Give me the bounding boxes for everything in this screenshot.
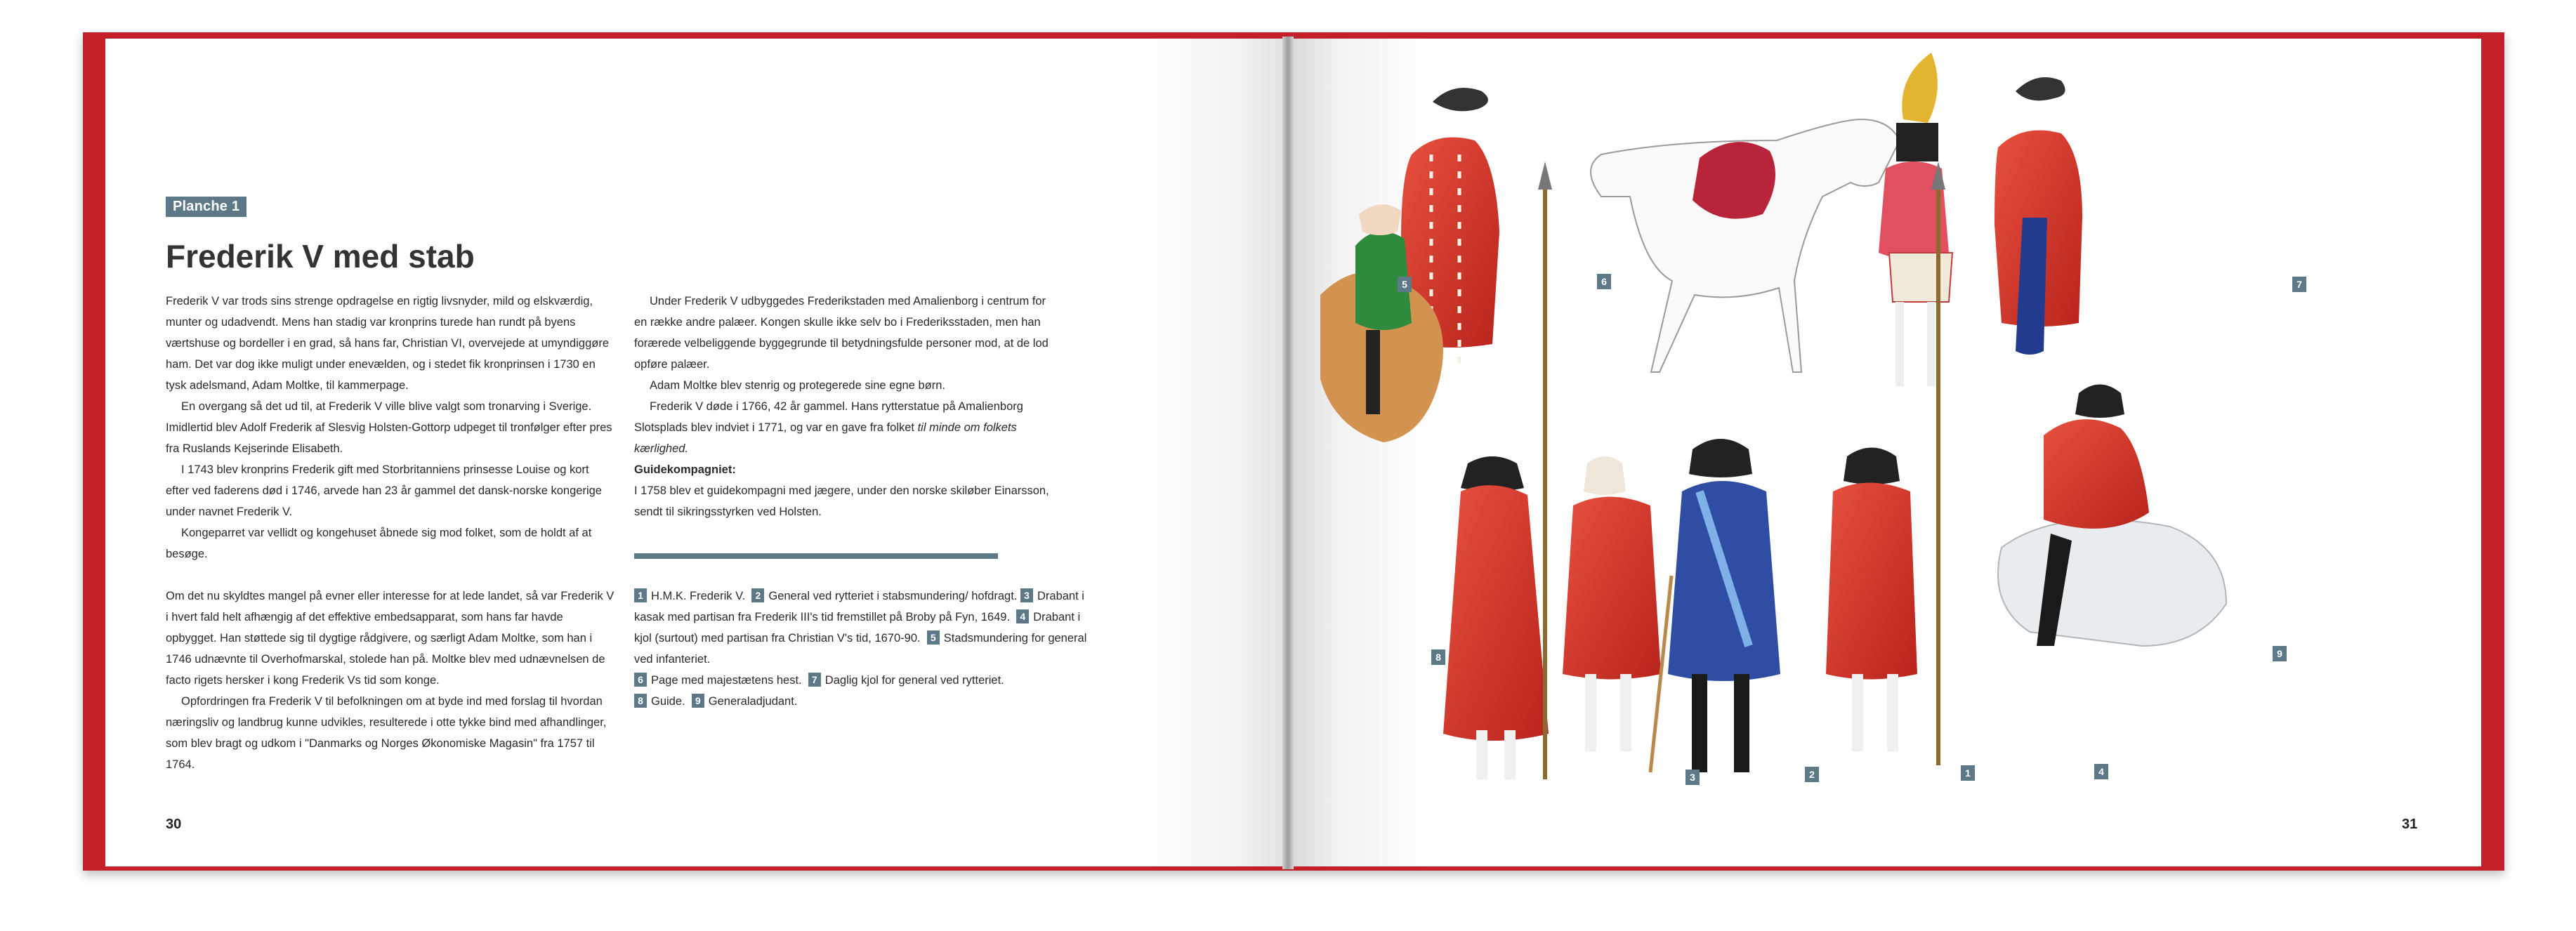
uniform-illustration	[1306, 42, 2472, 800]
italic-quote: til minde om folkets kærlighed.	[634, 421, 1017, 455]
planche-badge: Planche 1	[166, 197, 247, 217]
figure-tag-3: 3	[1685, 770, 1700, 785]
legend-item: 7 Daglig kjol for general ved rytteriet.	[808, 674, 1004, 687]
figure-legend	[634, 586, 1098, 712]
legend-item: 2 General ved rytteriet i stabsmundering/ hofdragt.	[751, 590, 1017, 602]
paragraph: Frederik V døde i 1766, 42 år gammel. Hans rytterstatue på Amalienborg Slotsplads blev indviet i 1771, og var en gave fra folket til minde om folkets kærlighed.	[634, 400, 1023, 455]
figure-6-page-with-horse	[1591, 53, 1952, 386]
guide-subheading: Guidekompagniet:	[634, 463, 736, 476]
legend-item: 8 Guide.	[634, 695, 685, 708]
legend-item: 4 Drabant i kjol (surtout) med partisan fra Christian V's tid, 1670-90.	[634, 611, 1081, 645]
legend-item: 6 Page med majestætens hest.	[634, 674, 802, 687]
paragraph: Opfordringen fra Frederik V til befolkningen om at byde ind med forslag til hvordan næringsliv og landbrug kunne udvikles, resulterede i otte tykke bind med afhandlinger, som blev bragt og udkom i "Danmarks og Norges Økonomiske Magasin" fra 1757 til 1764.	[166, 695, 607, 771]
guide-paragraph: I 1758 blev et guidekompagni med jægere, under den norske skiløber Einarsson, sendt til sikringsstyrken ved Holsten.	[634, 484, 1049, 518]
figure-7-coat	[1995, 77, 2082, 355]
text-column-left	[166, 291, 615, 775]
paragraph: Kongeparret var vellidt og kongehuset åbnede sig mod folket, som de holdt af at besøge.	[166, 527, 592, 560]
page-number-left: 30	[166, 817, 182, 832]
figure-2-general	[1563, 456, 1671, 772]
legend-item: 5 Stadsmundering for general ved infanteriet.	[634, 632, 1087, 666]
figure-9-adjutant	[1998, 385, 2226, 647]
book-spine	[1282, 37, 1294, 869]
figure-tag-5: 5	[1398, 277, 1412, 292]
paragraph: Om det nu skyldtes mangel på evner eller interesse for at lede landet, så var Frederik V i hvert fald helt afhængig af det effektive embedsapparat, som hans far havde opbygget. Han støttede sig til dygtige rådgivere, og særligt Adam Moltke, som han i 1746 udnævnte til Overhofmarskal, stolede han på. Moltke blev med udnævnelsen de facto rigets hersker i kong Frederik Vs tid som konge.	[166, 590, 615, 687]
paragraph: Frederik V var trods sins strenge opdragelse en rigtig livsnyder, mild og elskværdig, munter og udadvendt. Mens han stadig var kronprins turede han rundt på byens værtshuse og bordeller i en grad, så hans far, Christian VI, overvejede at umyndiggøre ham. Det var dog ikke muligt under enevælden, og i stedet fik kronprinsen i 1730 en tysk adelsmand, Adam Moltke, til kammerpage.	[166, 295, 609, 392]
figure-tag-1: 1	[1961, 765, 1975, 781]
paragraph: I 1743 blev kronprins Frederik gift med Storbritanniens prinsesse Louise og kort efter ved faderens død i 1746, arvede han 23 år gammel det dansk-norske kongerige under navnet Frederik V.	[166, 463, 602, 518]
figure-1-king	[1668, 439, 1780, 772]
page-number-right: 31	[2402, 817, 2418, 832]
paragraph: En overgang så det ud til, at Frederik V ville blive valgt som tronarving i Sverige. Imidlertid blev Adolf Frederik af Slesvig Holsten-Gottorp udpeget til tronfølger efter pres fra Ruslands Kejserinde Elisabeth.	[166, 400, 612, 455]
legend-item: 1 H.M.K. Frederik V.	[634, 590, 745, 602]
figure-tag-8: 8	[1431, 649, 1445, 665]
legend-item: 3 Drabant i kasak med partisan fra Frederik III's tid fremstillet på Broby på Fyn, 1649.	[634, 590, 1084, 623]
legend-item: 9 Generaladjudant.	[692, 695, 798, 708]
figure-tag-7: 7	[2292, 277, 2306, 292]
figure-tag-6: 6	[1597, 274, 1611, 289]
page-title: Frederik V med stab	[166, 238, 475, 275]
text-column-middle	[634, 291, 1056, 522]
figure-tag-2: 2	[1805, 767, 1819, 782]
paragraph: Under Frederik V udbyggedes Frederikstaden med Amalienborg i centrum for en række andre palæer. Kongen skulle ikke selv bo i Frederiksstaden, men han forærede velbeliggende byggegrunde til betydningsfulde personer mod, at de lod opføre palæer.	[634, 295, 1049, 371]
figure-tag-9: 9	[2273, 646, 2287, 661]
paragraph: Adam Moltke blev stenrig og protegerede sine egne børn.	[650, 379, 945, 392]
section-divider	[634, 553, 998, 559]
figure-tag-4: 4	[2094, 764, 2108, 779]
